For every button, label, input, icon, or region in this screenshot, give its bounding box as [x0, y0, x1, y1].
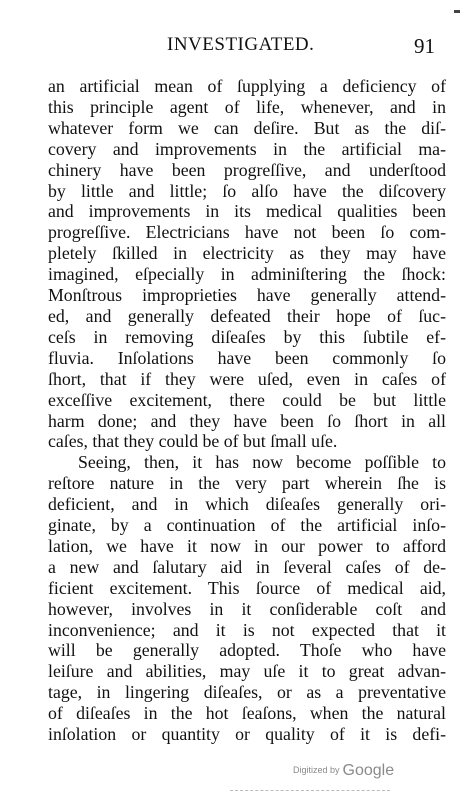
text-line: covery and improvements in the artificial ma-	[48, 138, 446, 159]
body-text	[48, 76, 446, 745]
text-line: Seeing, then, it has now become poſſible to	[78, 452, 446, 473]
text-line: ficient excitement. This ſource of medical aid,	[48, 577, 446, 598]
text-line: lation, we have it now in our power to afford	[48, 535, 446, 556]
text-line: caſes, that they could be of but ſmall uſe.	[48, 431, 338, 452]
text-line: leiſure and abilities, may uſe it to great advan-	[48, 661, 446, 682]
text-line: pletely ſkilled in electricity as they may have	[48, 243, 446, 264]
text-line: ginate, by a continuation of the artificial inſo-	[48, 515, 446, 536]
scan-speck	[454, 10, 460, 13]
text-line: ed, and generally defeated their hope of ſuc-	[48, 305, 446, 326]
text-line: and improvements in its medical qualities been	[48, 201, 446, 222]
text-line: will be generally adopted. Thoſe who have	[48, 640, 446, 661]
text-line: chinery have been progreſſive, and underſtood	[48, 159, 446, 180]
text-line: inconvenience; and it is not expected that it	[48, 619, 446, 640]
running-head: INVESTIGATED.	[167, 34, 315, 55]
text-line: however, involves in it conſiderable coſt and	[48, 598, 446, 619]
text-line: by little and little; ſo alſo have the diſcovery	[48, 180, 446, 201]
digitized-by-google-watermark	[293, 762, 394, 780]
scan-edge-artifact	[230, 790, 390, 793]
text-line: this principle agent of life, whenever, and in	[48, 96, 446, 117]
page-header	[0, 34, 469, 64]
text-line: an artificial mean of ſupplying a deficiency of	[48, 76, 446, 96]
text-line: fluvia. Inſolations have been commonly ſo	[48, 347, 446, 368]
text-line: ſhort, that if they were uſed, even in caſes of	[48, 368, 446, 389]
text-line: progreſſive. Electricians have not been ſo com-	[48, 222, 446, 243]
text-line: harm done; and they have been ſo ſhort in all	[48, 410, 446, 431]
text-line: whatever form we can deſire. But as the diſ-	[48, 117, 446, 138]
text-line: inſolation or quantity or quality of it is defi-	[48, 724, 446, 745]
watermark-brand: Google	[342, 762, 395, 779]
text-line: Monſtrous improprieties have generally attend-	[48, 285, 446, 306]
text-line: ceſs in removing diſeaſes by this ſubtile ef-	[48, 326, 446, 347]
text-line: deficient, and in which diſeaſes generally ori-	[48, 494, 446, 515]
page-number: 91	[414, 34, 435, 58]
text-line: exceſſive excitement, there could be but little	[48, 389, 446, 410]
text-line: imagined, eſpecially in adminiſtering the ſhock:	[48, 264, 446, 285]
watermark-prefix: Digitized by	[293, 765, 340, 775]
text-line: reſtore nature in the very part wherein ſhe is	[48, 473, 446, 494]
text-line: tage, in lingering diſeaſes, or as a preventative	[48, 682, 446, 703]
text-line: a new and ſalutary aid in ſeveral caſes of de-	[48, 556, 446, 577]
text-line: of diſeaſes in the hot ſeaſons, when the natural	[48, 703, 446, 724]
